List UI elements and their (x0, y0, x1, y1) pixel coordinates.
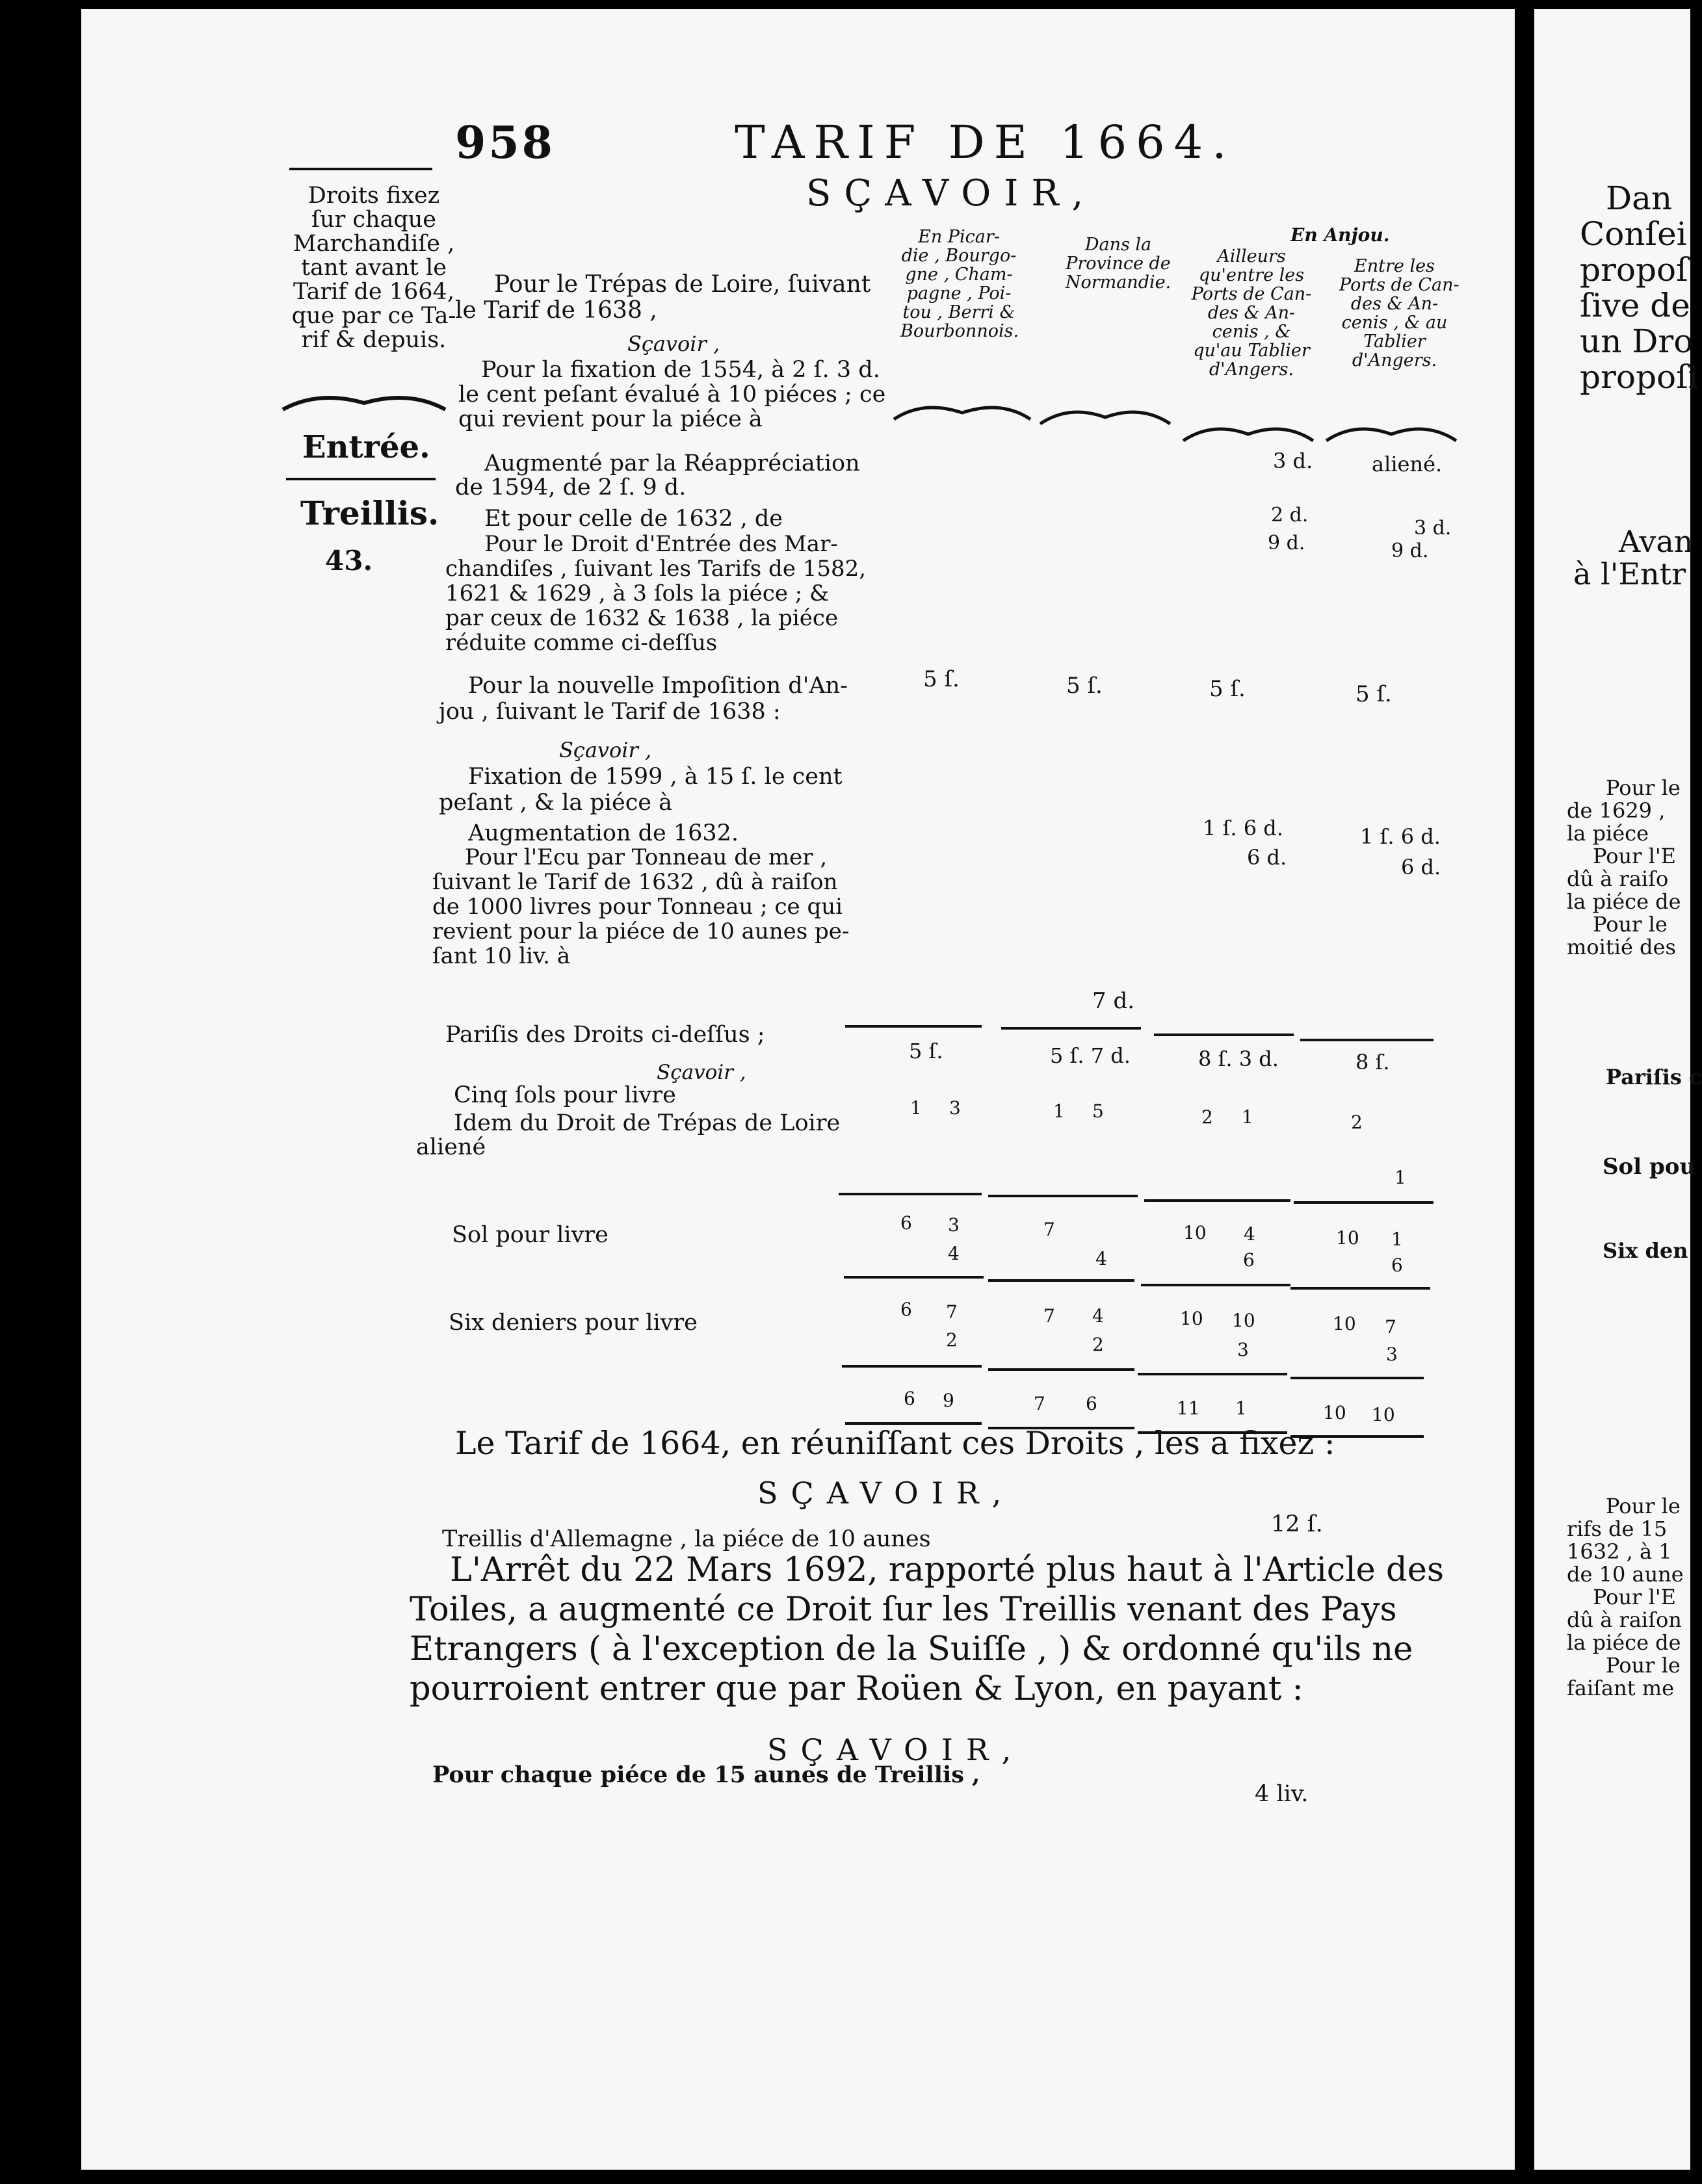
paragraph-1632: Et pour celle de 1632 , de (484, 506, 783, 532)
entree-label: Entrée. (302, 429, 430, 465)
total-col4-a: 10 (1323, 1402, 1346, 1424)
facing-page-text-small-3: Pour le rifs de 15 1632 , à 1 de 10 aune Pour l'E dû à raiſon la piéce de Pour le faiſant me (1567, 1494, 1684, 1700)
sol-col1-a: 6 (900, 1212, 912, 1234)
column-header-1: En Picar- die , Bourgo- gne , Cham- pagne , Poi- tou , Berri & Bourbonnois. (900, 227, 1019, 341)
summary-cinq-sols: Cinq ſols pour livre (454, 1082, 676, 1108)
rule (844, 1276, 984, 1279)
paragraph-augmentation-1632: Augmentation de 1632. (468, 820, 739, 846)
savoir-heading: SÇAVOIR, (806, 172, 1097, 214)
six-col1-b: 7 (946, 1301, 958, 1323)
sol-col4-b: 1 (1391, 1228, 1403, 1250)
margin-note: Droits fixez ſur chaque Marchandiſe , tant avant le Tarif de 1664, que par ce Ta- rif & depuis. (291, 183, 456, 353)
value-reappreciation-col3: 3 d. (1273, 448, 1313, 473)
value-augmentation-col4: 6 d. (1401, 855, 1441, 879)
cinq-col1-b: 3 (949, 1097, 961, 1119)
column-brace-4 (1323, 421, 1460, 447)
item-label: Treillis. (300, 494, 439, 532)
paragraph-ecu-tonneau: Pour l'Ecu par Tonneau de mer , ſuivant le Tarif de 1632 , dû à raiſon de 1000 livres pour Tonneau ; ce qui revient pour la piéce de 10 aunes pe- ſant 10 liv. à (432, 844, 850, 969)
summary-parisis-savoir: Sçavoir , (657, 1061, 746, 1084)
six-col2-a: 7 (1043, 1305, 1055, 1327)
cinq-col4-a: 2 (1351, 1112, 1363, 1133)
treillis-allemagne-value: 12 ſ. (1271, 1511, 1323, 1537)
savoir-trepas: Sçavoir , (627, 332, 720, 356)
summary-parisis: Pariſis des Droits ci-deſſus ; (445, 1022, 765, 1048)
paragraph-trepas: Pour le Trépas de Loire, ſuivant le Tarif de 1638 , (455, 271, 871, 324)
facing-page-parisis: Pariſis c (1606, 1065, 1702, 1089)
margin-brace (280, 390, 449, 416)
sol-col2-a: 7 (1043, 1219, 1055, 1240)
rule (1300, 1039, 1434, 1041)
value-anjou-col1: 5 ſ. (923, 666, 960, 692)
piece-treillis-value: 4 liv. (1255, 1781, 1309, 1807)
rule (1001, 1027, 1141, 1030)
paragraph-fixation-1554: Pour la fixation de 1554, à 2 ſ. 3 d. le cent peſant évalué à 10 piéces ; ce qui revient pour la piéce à (458, 357, 886, 432)
summary-sol-pour-livre: Sol pour livre (452, 1222, 609, 1248)
facing-page-six: Six den (1603, 1238, 1688, 1263)
rule (1290, 1287, 1430, 1290)
column-header-4: Entre les Ports de Can- des & An- cenis , & au Tablier d'Angers. (1339, 256, 1460, 370)
paragraph-fixation-1599: Fixation de 1599 , à 15 ſ. le cent peſant , & la piéce à (439, 764, 843, 816)
facing-page-text-top: Dan Conſei propoſ ſive de un Dro propoſi (1580, 179, 1699, 396)
paragraph-imposition-anjou: Pour la nouvelle Impoſition d'An- jou , ſuivant le Tarif de 1638 : (439, 673, 848, 725)
value-fixation-col3: 1 ſ. 6 d. (1203, 816, 1283, 840)
rule (1290, 1377, 1424, 1379)
sol-col3-b: 4 (1244, 1223, 1255, 1245)
six-col3-b: 10 (1232, 1310, 1255, 1331)
idem-col4: 1 (1394, 1167, 1406, 1188)
sol-col4-c: 6 (1391, 1254, 1403, 1276)
sol-col1-b: 3 (948, 1214, 960, 1236)
item-number: 43. (325, 545, 373, 577)
savoir-anjou: Sçavoir , (559, 738, 652, 762)
summary-idem: Idem du Droit de Trépas de Loire aliené (416, 1110, 841, 1160)
rule (1154, 1034, 1294, 1036)
sol-col3-c: 6 (1243, 1249, 1255, 1271)
page-number: 958 (455, 117, 555, 169)
value-anjou-col3: 5 ſ. (1209, 676, 1246, 702)
six-col1-a: 6 (900, 1299, 912, 1320)
rule (1138, 1373, 1287, 1375)
cinq-col2-b: 5 (1092, 1100, 1104, 1122)
parisis-col3: 8 ſ. 3 d. (1198, 1046, 1279, 1071)
facing-page-text-mid: Avan à l'Entr (1573, 524, 1694, 592)
tarif-1664-line: Le Tarif de 1664, en réuniſſant ces Droits , les a fixez : (455, 1425, 1335, 1462)
rule (988, 1195, 1138, 1197)
six-col4-a: 10 (1333, 1313, 1356, 1334)
total-col2-b: 6 (1086, 1393, 1097, 1414)
column-header-2: Dans la Province de Normandie. (1065, 235, 1172, 292)
sol-col2-c: 4 (1095, 1248, 1107, 1269)
column-brace-3 (1180, 421, 1316, 447)
value-fixation-col4: 1 ſ. 6 d. (1360, 824, 1441, 849)
margin-rule-top (289, 168, 432, 170)
six-col3-c: 3 (1237, 1339, 1249, 1360)
facing-page-sol: Sol pou (1603, 1154, 1696, 1180)
parisis-col2: 5 ſ. 7 d. (1050, 1043, 1131, 1068)
column-header-anjou: En Anjou. (1290, 224, 1390, 246)
piece-treillis-line: Pour chaque piéce de 15 aunes de Treillis , (432, 1762, 980, 1788)
rule (1144, 1199, 1290, 1202)
total-col3-b: 1 (1235, 1398, 1247, 1419)
parisis-col1: 5 ſ. (909, 1039, 943, 1063)
rule (839, 1193, 982, 1195)
margin-rule (286, 478, 436, 480)
six-col1-c: 2 (946, 1329, 958, 1351)
rule (1141, 1284, 1290, 1286)
total-col3-a: 11 (1177, 1398, 1200, 1419)
value-ecu-col2: 7 d. (1092, 988, 1135, 1014)
total-col1-b: 9 (943, 1390, 954, 1411)
rule (988, 1279, 1134, 1282)
value-entree-col4: 9 d. (1391, 540, 1429, 562)
column-brace-1 (891, 400, 1034, 426)
paragraph-reappreciation: Augmenté par la Réappréciation de 1594, de 2 ſ. 9 d. (455, 450, 860, 500)
cinq-col3-b: 1 (1242, 1106, 1253, 1128)
facing-page-text-small-1: Pour le de 1629 , la piéce Pour l'E dû à raiſo la piéce de Pour le moitié des (1567, 775, 1681, 959)
savoir-heading-3: SÇAVOIR, (767, 1732, 1025, 1767)
value-1632-col3: 2 d. (1271, 504, 1309, 526)
sol-col1-c: 4 (948, 1243, 960, 1264)
rule (842, 1365, 982, 1368)
value-1632-col4: 3 d. (1414, 517, 1452, 540)
rule (988, 1368, 1134, 1371)
parisis-col4: 8 ſ. (1355, 1050, 1390, 1074)
running-title: TARIF DE 1664. (735, 116, 1236, 169)
total-col1-a: 6 (904, 1388, 915, 1409)
column-header-3: Ailleurs qu'entre les Ports de Can- des & An- cenis , & qu'au Tablier d'Angers. (1191, 246, 1312, 380)
cinq-col2-a: 1 (1053, 1100, 1065, 1122)
cinq-col1-a: 1 (910, 1097, 922, 1119)
column-brace-2 (1037, 404, 1173, 430)
rule (1294, 1201, 1434, 1204)
value-anjou-col4: 5 ſ. (1355, 681, 1392, 707)
paragraph-droit-entree: Pour le Droit d'Entrée des Mar- chandiſes , ſuivant les Tarifs de 1582, 1621 & 1629 , à 3 ſols la piéce ; & par ceux de 1632 & 1638 , la piéce réduite comme ci-deſſus (445, 531, 867, 656)
value-reappreciation-col4: aliené. (1372, 452, 1443, 476)
summary-six-deniers: Six deniers pour livre (449, 1310, 698, 1336)
six-col3-a: 10 (1180, 1308, 1203, 1329)
savoir-heading-2: SÇAVOIR, (757, 1476, 1015, 1511)
cinq-col3-a: 2 (1201, 1106, 1213, 1128)
value-anjou-col2: 5 ſ. (1066, 673, 1103, 699)
sol-col3-a: 10 (1183, 1222, 1207, 1243)
arret-paragraph: L'Arrêt du 22 Mars 1692, rapporté plus haut à l'Article des Toiles, a augmenté ce Droit ſur les Treillis venant des Pays Etrangers ( à l'exception de la Suiſſe , ) & ordonné qu'ils ne pourroient entrer que par Roüen & Lyon, en payant : (410, 1551, 1445, 1708)
six-col2-b: 4 (1092, 1305, 1104, 1327)
value-augmentation-col3: 6 d. (1247, 845, 1287, 870)
total-col4-b: 10 (1372, 1404, 1395, 1425)
six-col4-b: 7 (1385, 1316, 1396, 1338)
treillis-allemagne-line: Treillis d'Allemagne , la piéce de 10 aunes (442, 1526, 931, 1552)
value-entree-col3: 9 d. (1268, 532, 1305, 554)
six-col4-c: 3 (1386, 1344, 1398, 1365)
sol-col4-a: 10 (1336, 1227, 1359, 1249)
six-col2-c: 2 (1092, 1334, 1104, 1355)
rule (845, 1025, 982, 1028)
total-col2-a: 7 (1034, 1393, 1045, 1414)
